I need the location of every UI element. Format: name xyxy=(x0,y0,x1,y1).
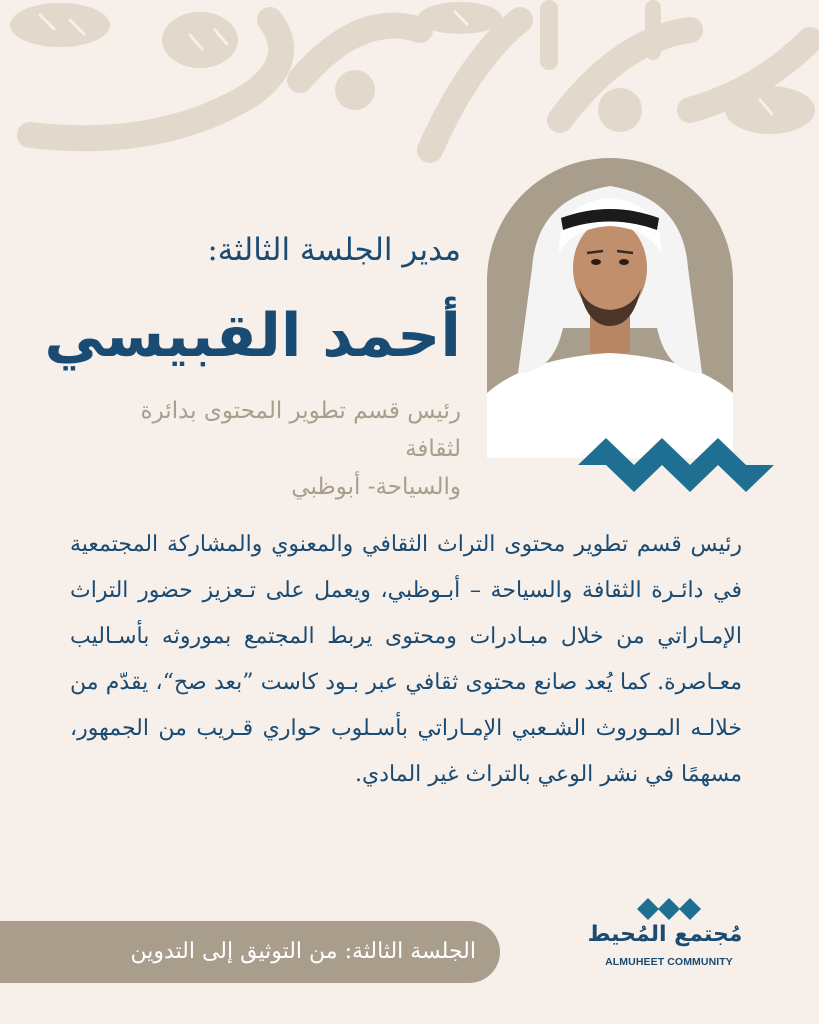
speaker-role xyxy=(81,392,461,506)
moderator-label: مدير الجلسة الثالثة: xyxy=(207,232,461,268)
logo-english-text: ALMUHEET COMMUNITY xyxy=(605,956,733,968)
session-title: الجلسة الثالثة: من التوثيق إلى التدوين xyxy=(130,939,476,964)
wave-decoration xyxy=(578,436,774,494)
calligraphy-decoration xyxy=(0,0,819,170)
portrait-image xyxy=(487,158,733,458)
diamonds-icon xyxy=(637,898,701,920)
session-title-bar xyxy=(0,921,500,983)
speaker-bio: رئيس قسم تطوير محتوى التراث الثقافي والمعنوي والمشاركة المجتمعية في دائـرة الثقافة والسياحة – أبـوظبي، ويعمل على تـعزيز حضور التراث الإمـاراتي من خلال مبـادرات ومحتوى يربط المجتمع بموروثه بأسـاليب معـاصرة. كما يُعد صانع محتوى ثقافي عبر بـود كاست ”بعد صح“، يقدّم من خلالـه المـوروث الشـعبي الإمـاراتي بأسـلوب حواري قـريب من الجمهور، مسهمًا في نشر الوعي بالتراث غير المادي. xyxy=(70,532,742,787)
portrait-frame xyxy=(487,158,733,458)
speaker-name: أحمد القبيسي xyxy=(44,301,461,371)
speaker-role-line-2: والسياحة- أبوظبي xyxy=(291,474,461,500)
almuheet-logo xyxy=(585,898,757,978)
speaker-role-line-1: رئيس قسم تطوير المحتوى بدائرة لثقافة xyxy=(140,398,461,462)
logo-arabic-text: مُجتمع المُحيط xyxy=(587,922,743,947)
